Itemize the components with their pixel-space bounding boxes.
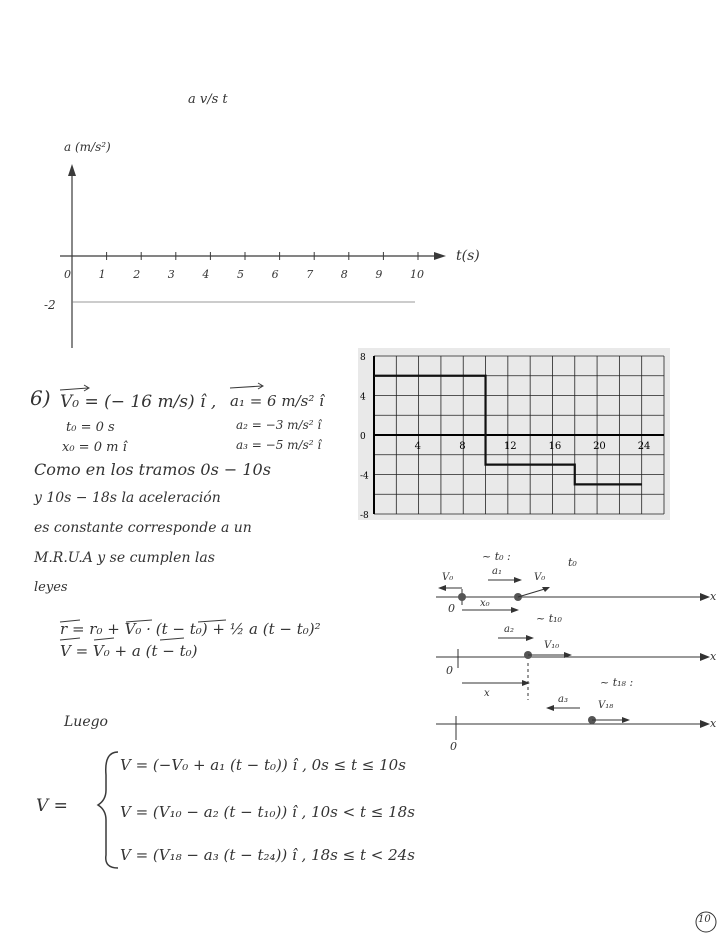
motion-diagram-2 bbox=[436, 635, 710, 700]
top-graph-ytick: -2 bbox=[44, 298, 56, 312]
text-line-3: es constante corresponde a un bbox=[34, 520, 252, 536]
d1-x0: x₀ bbox=[480, 598, 490, 609]
motion-diagram-1 bbox=[436, 577, 710, 613]
top-xtick-label: 6 bbox=[271, 268, 279, 281]
top-xtick-label: 2 bbox=[133, 268, 141, 281]
text-line-5: leyes bbox=[34, 580, 68, 595]
d2-origin: 0 bbox=[446, 664, 453, 677]
top-graph-xlabel: t(s) bbox=[456, 248, 480, 264]
y-tick-label: -8 bbox=[360, 511, 369, 520]
x-tick-label: 20 bbox=[593, 441, 606, 452]
top-xtick-label: 4 bbox=[202, 268, 210, 281]
case-2: V = (V₁₀ − a₂ (t − t₁₀)) î , 10s < t ≤ 18s bbox=[120, 803, 415, 821]
d2-time: ~ t₁₀ bbox=[536, 612, 562, 625]
top-xtick-label: 5 bbox=[237, 268, 244, 281]
cases-brace bbox=[98, 752, 118, 868]
x0-def: x₀ = 0 m î bbox=[62, 440, 127, 455]
d3-v18: V₁₈ bbox=[598, 700, 614, 711]
case-3: V = (V₁₈ − a₃ (t − t₂₄)) î , 18s ≤ t < 24s bbox=[120, 846, 415, 864]
v0-def: V₀ = (− 16 m/s) î , bbox=[60, 392, 217, 412]
problem-number: 6) bbox=[30, 386, 51, 410]
y-tick-label: 0 bbox=[360, 432, 366, 442]
top-graph-axes bbox=[60, 164, 446, 348]
d3-a3: a₃ bbox=[558, 694, 568, 705]
case-1: V = (−V₀ + a₁ (t − t₀)) î , 0s ≤ t ≤ 10s bbox=[120, 756, 406, 774]
v-label: V = bbox=[36, 796, 68, 816]
page-number: 10 bbox=[698, 914, 711, 925]
top-graph-title: a v/s t bbox=[188, 92, 228, 107]
d3-origin: 0 bbox=[450, 740, 457, 753]
a3-def: a₃ = −5 m/s² î bbox=[236, 438, 322, 452]
top-graph-ylabel: a (m/s²) bbox=[64, 140, 111, 154]
equation-position: r = r₀ + V₀ · (t − t₀) + ½ a (t − t₀)² bbox=[60, 620, 321, 638]
text-line-4: M.R.U.A y se cumplen las bbox=[34, 550, 215, 566]
d1-v: V₀ bbox=[534, 572, 546, 583]
top-xtick-label: 7 bbox=[306, 268, 314, 281]
x-tick-label: 16 bbox=[548, 441, 562, 452]
y-tick-label: 8 bbox=[360, 353, 366, 363]
x-tick-label: 8 bbox=[459, 441, 466, 452]
a2-def: a₂ = −3 m/s² î bbox=[236, 418, 322, 432]
x-tick-label: 4 bbox=[414, 441, 421, 452]
step-graph-svg bbox=[358, 348, 670, 520]
a1-def: a₁ = 6 m/s² î bbox=[230, 392, 324, 410]
x-tick-label: 24 bbox=[637, 441, 651, 452]
d1-a1: a₁ bbox=[492, 566, 502, 577]
d2-a2: a₂ bbox=[504, 624, 514, 635]
d1-t0: t₀ bbox=[568, 556, 577, 569]
d2-v10: V₁₀ bbox=[544, 640, 560, 651]
top-xtick-label: 0 bbox=[64, 268, 71, 281]
y-tick-label: 4 bbox=[360, 392, 366, 403]
text-line-1: Como en los tramos 0s − 10s bbox=[34, 460, 271, 479]
y-tick-label: -4 bbox=[360, 471, 369, 482]
top-xtick-label: 9 bbox=[375, 268, 383, 281]
equation-velocity: V = V₀ + a (t − t₀) bbox=[60, 642, 198, 660]
d1-v0: V₀ bbox=[442, 572, 454, 583]
d2-x: x bbox=[484, 688, 490, 699]
d3-time: ~ t₁₈ : bbox=[600, 676, 634, 689]
t0-def: t₀ = 0 s bbox=[66, 420, 115, 435]
top-xtick-label: 10 bbox=[410, 268, 424, 281]
d1-time: ~ t₀ : bbox=[482, 550, 511, 563]
d1-axis: x bbox=[710, 590, 717, 603]
x-tick-label: 12 bbox=[503, 441, 517, 452]
top-xtick-label: 3 bbox=[167, 268, 175, 281]
motion-diagram-3 bbox=[436, 705, 710, 740]
d2-axis: x bbox=[710, 650, 717, 663]
text-line-2: y 10s − 18s la aceleración bbox=[34, 490, 221, 506]
step-graph bbox=[358, 348, 670, 520]
d3-axis: x bbox=[710, 717, 717, 730]
luego-label: Luego bbox=[64, 714, 108, 730]
top-xtick-label: 8 bbox=[340, 268, 348, 281]
top-xtick-label: 1 bbox=[98, 268, 106, 281]
d1-origin: 0 bbox=[448, 602, 455, 615]
